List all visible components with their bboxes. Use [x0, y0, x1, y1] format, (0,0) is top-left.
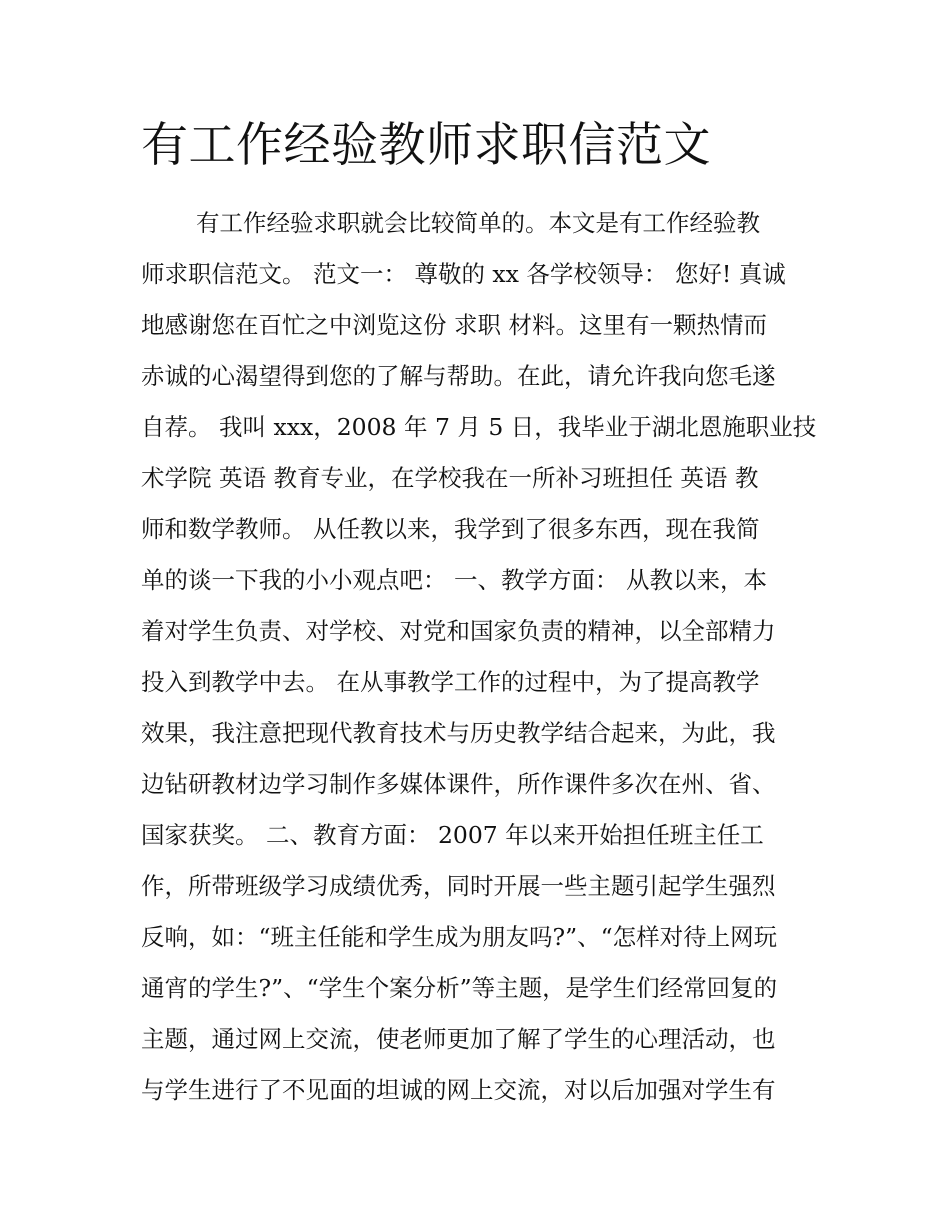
body-line: 术学院 英语 教育专业，在学校我在一所补习班担任 英语 教: [141, 464, 759, 492]
body-line: 着对学生负责、对学校、对党和国家负责的精神，以全部精力: [141, 617, 776, 645]
document-body: [141, 198, 821, 1116]
body-line: 投入到教学中去。 在从事教学工作的过程中，为了提高教学: [141, 668, 760, 696]
body-line: 作，所带班级学习成绩优秀，同时开展一些主题引起学生强烈: [141, 872, 776, 900]
body-line: 赤诚的心渴望得到您的了解与帮助。在此，请允许我向您毛遂: [141, 362, 776, 390]
body-line: 单的谈一下我的小小观点吧： 一、教学方面： 从教以来，本: [141, 566, 767, 594]
body-line: 与学生进行了不见面的坦诚的网上交流，对以后加强对学生有: [141, 1076, 776, 1104]
body-line: 地感谢您在百忙之中浏览这份 求职 材料。这里有一颗热情而: [141, 311, 767, 339]
body-line: 边钻研教材边学习制作多媒体课件，所作课件多次在州、省、: [141, 770, 776, 798]
body-line: 师求职信范文。 范文一： 尊敬的 xx 各学校领导： 您好! 真诚: [141, 260, 786, 288]
body-line: 通宵的学生?”、“学生个案分析”等主题，是学生们经常回复的: [141, 974, 778, 1002]
body-line: 有工作经验求职就会比较简单的。本文是有工作经验教: [196, 209, 760, 237]
body-line: 反响，如：“班主任能和学生成为朋友吗?”、“怎样对待上网玩: [141, 923, 778, 951]
body-line: 自荐。 我叫 xxx，2008 年 7 月 5 日，我毕业于湖北恩施职业技: [141, 413, 817, 441]
document-title: 有工作经验教师求职信范文: [141, 118, 711, 173]
body-line: 国家获奖。 二、教育方面： 2007 年以来开始担任班主任工: [141, 821, 764, 849]
body-line: 主题，通过网上交流，使老师更加了解了学生的心理活动，也: [141, 1025, 776, 1053]
body-line: 师和数学教师。 从任教以来，我学到了很多东西，现在我简: [141, 515, 760, 543]
body-line: 效果，我注意把现代教育技术与历史教学结合起来，为此，我: [141, 719, 776, 747]
